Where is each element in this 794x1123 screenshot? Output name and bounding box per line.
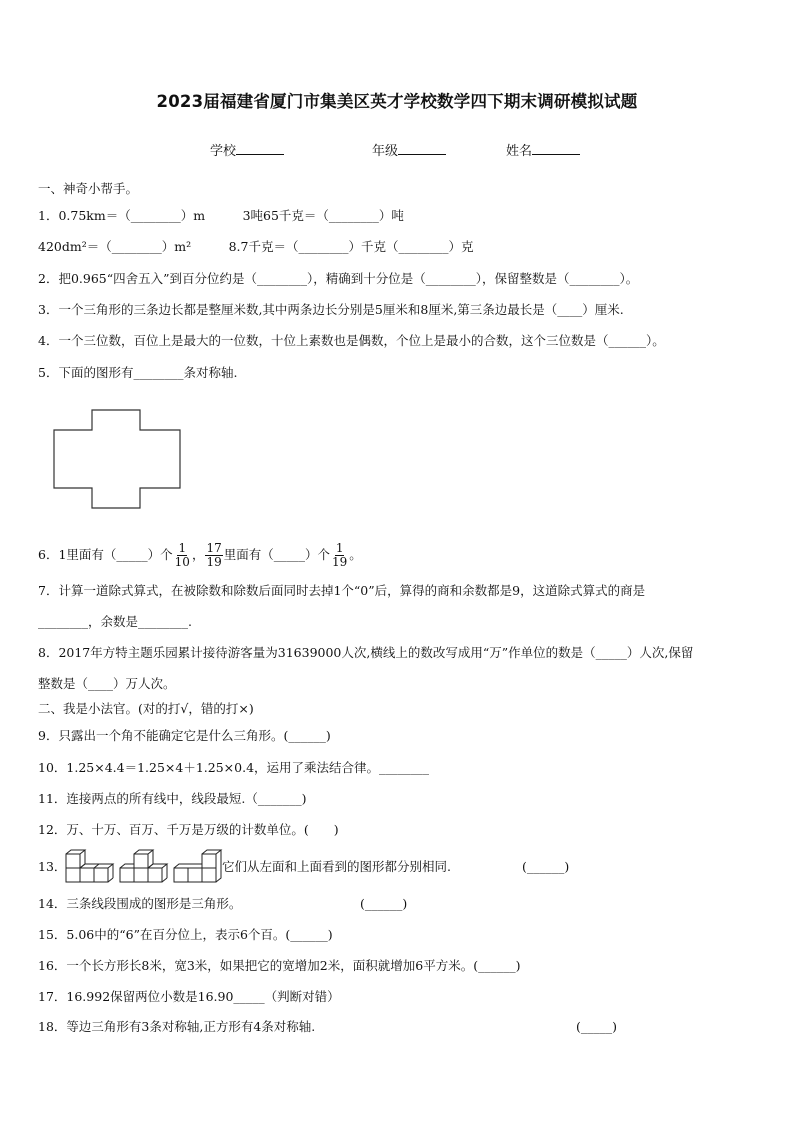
grade-field[interactable]: 年级 xyxy=(372,140,446,159)
question-1a: 1．0.75km＝（________）m 3吨65千克＝（________）吨 xyxy=(38,208,404,223)
question-2: 2．把0.965“四舍五入”到百分位约是（________），精确到十分位是（________），保留整数是（________）。 xyxy=(38,271,639,286)
fraction-1-10: $\frac{1}{10}$ xyxy=(174,541,190,569)
question-8a: 8．2017年方特主题乐园累计接待游客量为31639000人次,横线上的数改写成用“万”作单位的数是（_____）人次,保留 xyxy=(38,645,694,660)
question-13-text: 它们从左面和上面看到的图形都分别相同. xyxy=(222,859,451,874)
question-7a: 7．计算一道除式算式，在被除数和除数后面同时去掉1个“0”后，算得的商和余数都是9，这道除式算式的商是 xyxy=(38,583,646,598)
question-13-label: 13． xyxy=(38,859,67,874)
cross-shape-figure xyxy=(52,408,184,510)
page-title: 2023届福建省厦门市集美区英才学校数学四下期末调研模拟试题 xyxy=(156,92,638,111)
question-13-answer: (______) xyxy=(522,859,570,874)
question-17: 17．16.992保留两位小数是16.90_____（判断对错） xyxy=(38,989,340,1004)
question-12: 12．万、十万、百万、千万是万级的计数单位。( ) xyxy=(38,822,339,837)
question-9: 9．只露出一个角不能确定它是什么三角形。(______) xyxy=(38,728,331,743)
question-10: 10．1.25×4.4＝1.25×4＋1.25×0.4，运用了乘法结合律。________ xyxy=(38,760,430,775)
question-16: 16．一个长方形长8米，宽3米，如果把它的宽增加2米，面积就增加6平方米。(______) xyxy=(38,958,521,973)
question-7b: ________，余数是________. xyxy=(38,614,192,629)
name-field[interactable]: 姓名 xyxy=(506,140,580,159)
question-15: 15．5.06中的“6”在百分位上，表示6个百。(______) xyxy=(38,927,333,942)
question-6: 6．1里面有（_____）个 $\frac{1}{10}$ ， $\frac{17}{19}$ 里面有（_____）个 $\frac{1}{19}$ 。 xyxy=(38,541,362,569)
question-4: 4．一个三位数，百位上是最大的一位数，十位上素数也是偶数，个位上是最小的合数，这个三位数是（______）。 xyxy=(38,333,665,348)
question-14-answer: (______) xyxy=(360,896,408,911)
question-11: 11．连接两点的所有线中，线段最短.（_______) xyxy=(38,791,307,806)
question-14: 14．三条线段围成的图形是三角形。 xyxy=(38,896,242,911)
school-field[interactable]: 学校 xyxy=(210,140,284,159)
question-1b: 420dm²＝（________）m² 8.7千克＝（________）千克（________）克 xyxy=(38,239,474,254)
question-8b: 整数是（____）万人次。 xyxy=(38,676,176,691)
section-2-heading: 二、我是小法官。(对的打√，错的打×) xyxy=(38,701,254,716)
cube-stacks-figure xyxy=(64,846,224,884)
section-1-heading: 一、神奇小帮手。 xyxy=(38,181,139,196)
question-18: 18．等边三角形有3条对称轴,正方形有4条对称轴. xyxy=(38,1019,316,1034)
question-18-answer: (_____) xyxy=(576,1019,618,1034)
fraction-1-19: $\frac{1}{19}$ xyxy=(332,541,348,569)
fraction-17-19: $\frac{17}{19}$ xyxy=(206,541,222,569)
question-3: 3．一个三角形的三条边长都是整厘米数,其中两条边长分别是5厘米和8厘米,第三条边最长是（____）厘米. xyxy=(38,302,624,317)
question-5: 5．下面的图形有________条对称轴. xyxy=(38,365,238,380)
